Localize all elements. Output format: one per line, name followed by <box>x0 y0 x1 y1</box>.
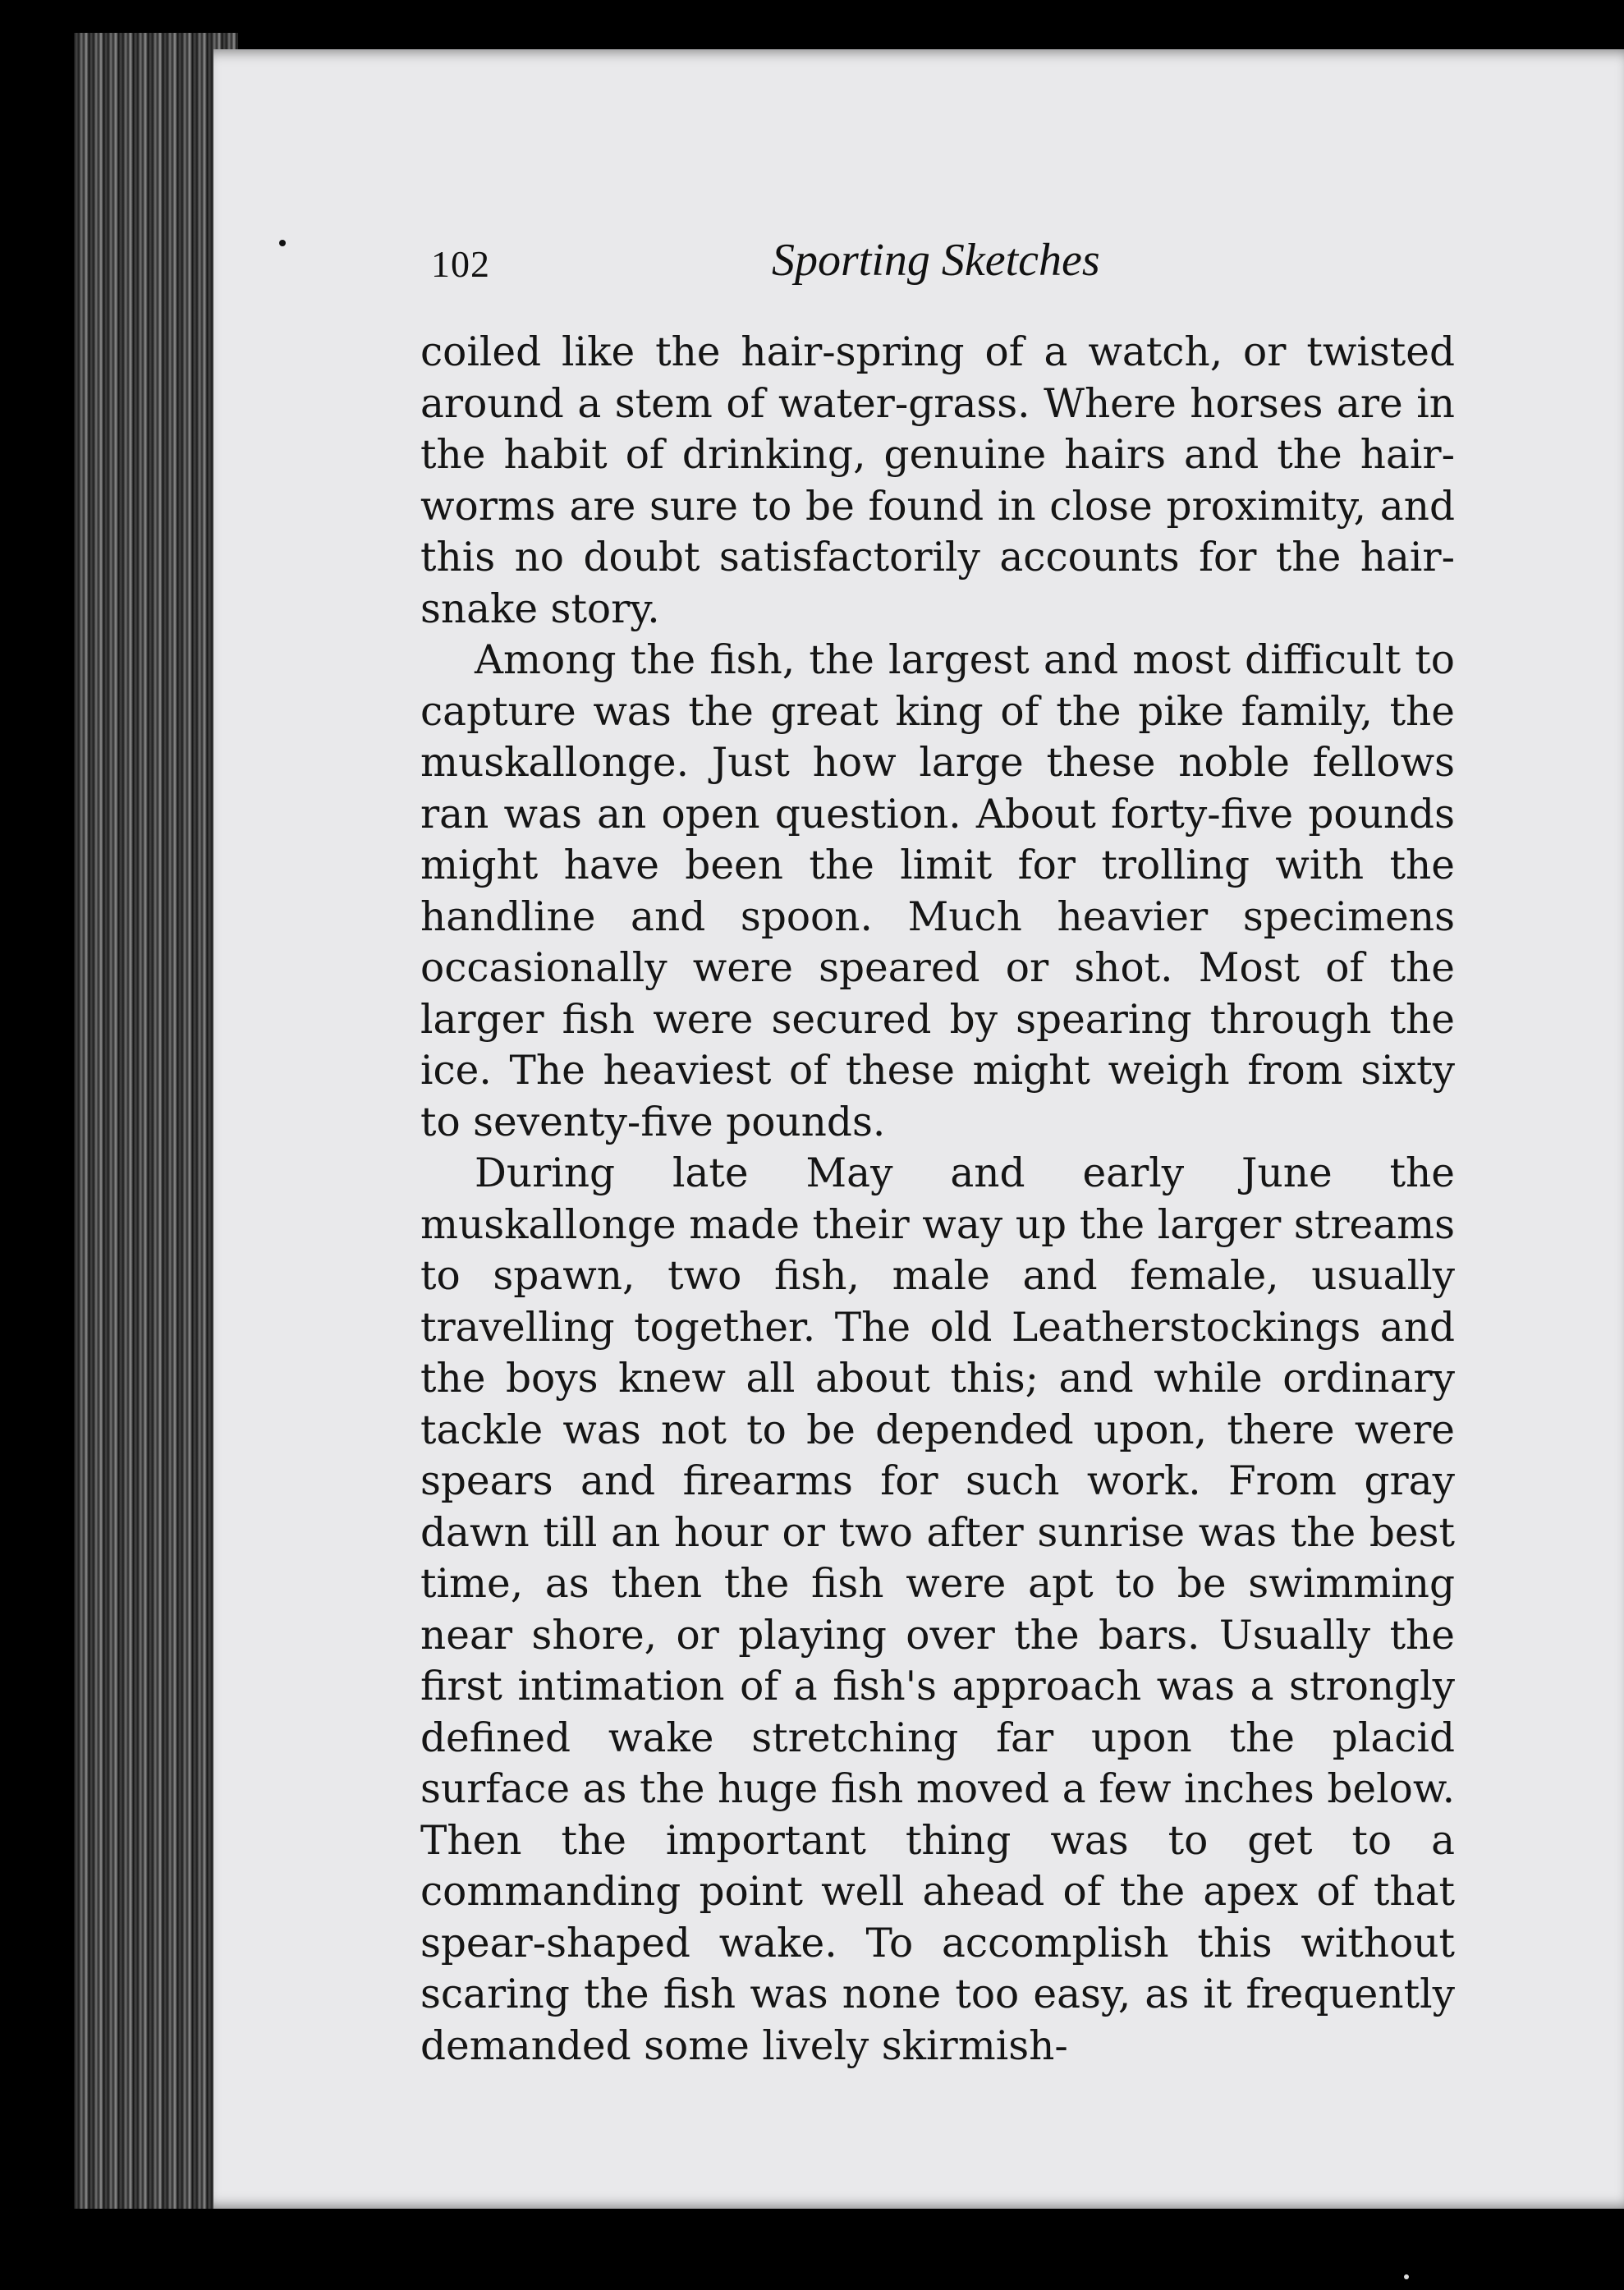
paragraph-spawning: During late May and early June the muskallonge made their way up the larger streams to spawn, two fish, male and female, usually travelling together. The old Leatherstockings and the boys knew all about this; and while ordinary tackle was not to be depended upon, there were spears and firearms for such work. From gray dawn till an hour or two after sunrise was the best time, as then the fish were apt to be swimming near shore, or playing over the bars. Usually the first intimation of a fish's approach was a strongly defined wake stretching far upon the placid surface as the huge fish moved a few inches below. Then the important thing was to get to a commanding point well ahead of the apex of that spear-shaped wake. To accomplish this without scaring the fish was none too easy, as it frequently demanded some lively skirmish- <box>420 1150 1455 2069</box>
running-head <box>431 234 1457 300</box>
margin-speck <box>279 240 286 246</box>
bottom-speck <box>1404 2274 1409 2279</box>
paragraph-muskallonge-size: Among the fish, the largest and most difficult to capture was the great king of the pike family, the muskallonge. Just how large these noble fellows ran was an open question. About forty-five pounds might have been the limit for trolling with the handline and spoon. Much heavier specimens occasionally were speared or shot. Most of the larger fish were secured by spearing through the ice. The heaviest of these might weigh from sixty to seventy-five pounds. <box>420 637 1455 1145</box>
running-title: Sporting Sketches <box>772 235 1100 286</box>
page-number: 102 <box>431 243 490 285</box>
paragraph-continued: coiled like the hair-spring of a watch, or twisted around a stem of water-grass. Where horses are in the habit of drinking, genuine hairs and the hair-worms are sure to be found in close proximity, and this no doubt satisfactorily accounts for the hair-snake story. <box>420 329 1455 632</box>
body-text <box>420 327 1455 2072</box>
